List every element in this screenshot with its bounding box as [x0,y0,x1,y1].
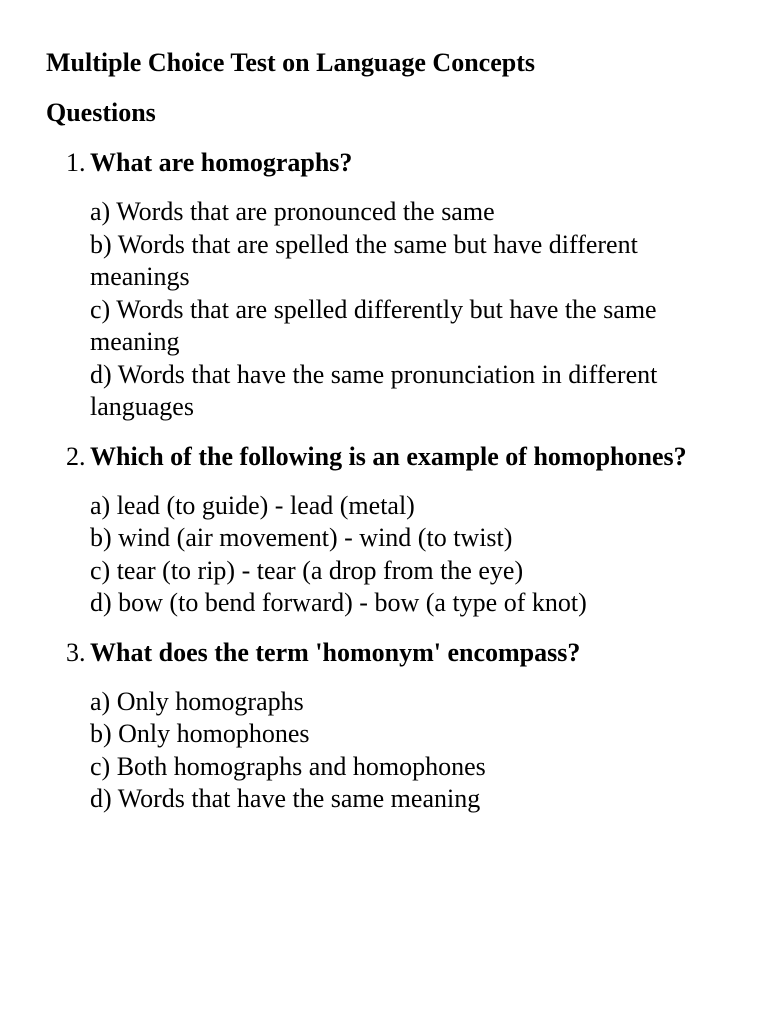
answer-option-a: a) Words that are pronounced the same [90,197,495,226]
question-text: Which of the following is an example of homophones? [90,441,687,471]
question-text: What are homographs? [90,148,353,177]
document-title: Multiple Choice Test on Language Concepts [46,48,535,77]
answer-options [90,196,728,424]
answer-option-a: a) Only homographs [90,686,304,716]
answer-option-a: a) lead (to guide) - lead (metal) [90,490,415,520]
question-number: 2. [66,441,86,471]
question-item [46,441,728,620]
question-item [46,637,728,816]
question-list [46,147,728,816]
answer-option-b: b) Only homophones [90,719,310,748]
question-item [46,147,728,424]
question-text: What does the term 'homonym' encompass? [90,637,581,667]
answer-option-d: d) Words that have the same meaning [90,784,481,813]
answer-option-c: c) Both homographs and homophones [90,751,486,781]
answer-option-b: b) Words that are spelled the same but have different meanings [90,229,638,291]
question-number: 1. [66,148,86,177]
answer-options [90,686,728,816]
answer-option-c: c) tear (to rip) - tear (a drop from the eye) [90,555,524,585]
answer-option-c: c) Words that are spelled differently but have the same meaning [90,294,657,356]
question-number: 3. [66,637,86,667]
section-heading-questions: Questions [46,98,156,127]
answer-option-d: d) Words that have the same pronunciation in different languages [90,359,658,421]
answer-option-d: d) bow (to bend forward) - bow (a type of knot) [90,588,587,617]
answer-options [90,490,728,620]
answer-option-b: b) wind (air movement) - wind (to twist) [90,523,513,552]
